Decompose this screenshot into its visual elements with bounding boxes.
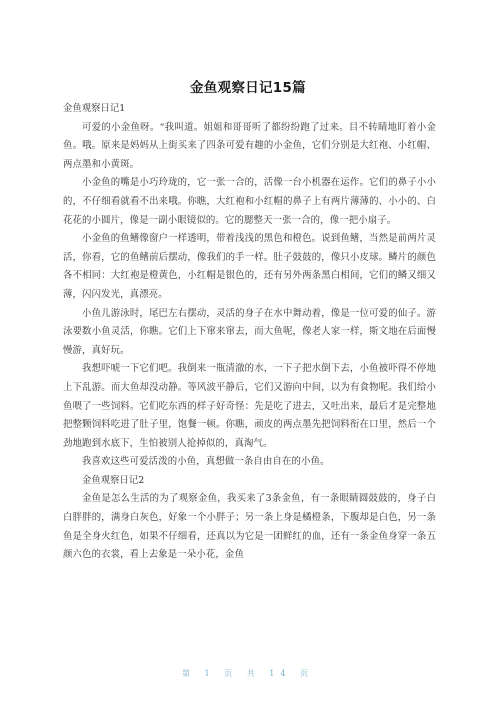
section-heading: 金鱼观察日记1	[63, 103, 126, 114]
paragraph: 小金鱼的嘴是小巧玲珑的，它一张一合的，活像一台小机器在运作。它们的鼻子小小的，不仔细看就看不出来哦。你瞧，大红袍和小红帽的鼻子上有两片薄薄的、小小的、白花花的小圆片，像是一副小眼镜似的。它的腮整天一张一合的，像一把小扇子。	[63, 177, 436, 226]
paragraph: 小鱼儿游泳时，尾巴左右摆动，灵活的身子在水中舞动着，像是一位可爱的仙子。游泳要数小鱼灵活，你瞧。它们上下窜来窜去，而大鱼呢，像老人家一样，斯文地在后面慢慢游，真好玩。	[63, 307, 436, 356]
paragraph: 我喜欢这些可爱活泼的小鱼，真想做一条自由自在的小鱼。	[82, 456, 330, 468]
paragraph: 我想吓唬一下它们吧。我倒来一瓶清澈的水，一下子把水倒下去，小鱼被吓得不停地上下乱游。而大鱼却没动静。等风波平静后，它们又游向中间，以为有食物呢。我们给小鱼喂了一些饲料。它们吃东西的样子好奇怪：先是吃了进去，又吐出来，最后才是完整地把整颗饲料吃进了肚子里，饱餐一顿。你瞧，顽皮的两点墨先把饲料衔在口里，然后一个劲地跑到水底下，生怕被别人抢掉似的，真淘气。	[63, 363, 436, 449]
paragraph: 金鱼是怎么生活的为了观察金鱼，我买来了3条金鱼，有一条眼睛圆鼓鼓的，身子白白胖胖的，满身白灰色，好象一个小胖子；另一条上身是橘橙条，下腹却是白色，另一条鱼是全身火红色，如果不仔细看，还真以为它是一团鲜红的血，还有一条金鱼身穿一条五颜六色的衣裳，看上去象是一朵小花，金鱼	[63, 493, 436, 561]
section-heading: 金鱼观察日记2	[82, 474, 145, 486]
page-footer: 第 1 页 共 14 页	[182, 669, 314, 678]
paragraph: 小金鱼的鱼鳍像窗户一样透明，带着浅浅的黑色和橙色。说到鱼鳍，当然是前两片灵活，你看，它的鱼鳍前后摆动，像我们的手一样。肚子鼓鼓的，像只小皮球。鳞片的颜色各不相同：大红袍是橙黄色，小红帽是银色的，还有另外两条黑白相间，它们的鳞又细又薄，闪闪发光，真漂亮。	[63, 233, 436, 300]
paragraph: 可爱的小金鱼呀。“我叫道。姐姐和哥哥听了都纷纷跑了过来。目不转睛地盯着小金鱼。哦。原来是妈妈从上街买来了四条可爱有趣的小金鱼，它们分别是大红袍、小红帽、两点墨和小黄斑。	[63, 121, 436, 170]
page-title: 金鱼观察日记15篇	[190, 80, 306, 96]
document-body	[63, 100, 436, 565]
